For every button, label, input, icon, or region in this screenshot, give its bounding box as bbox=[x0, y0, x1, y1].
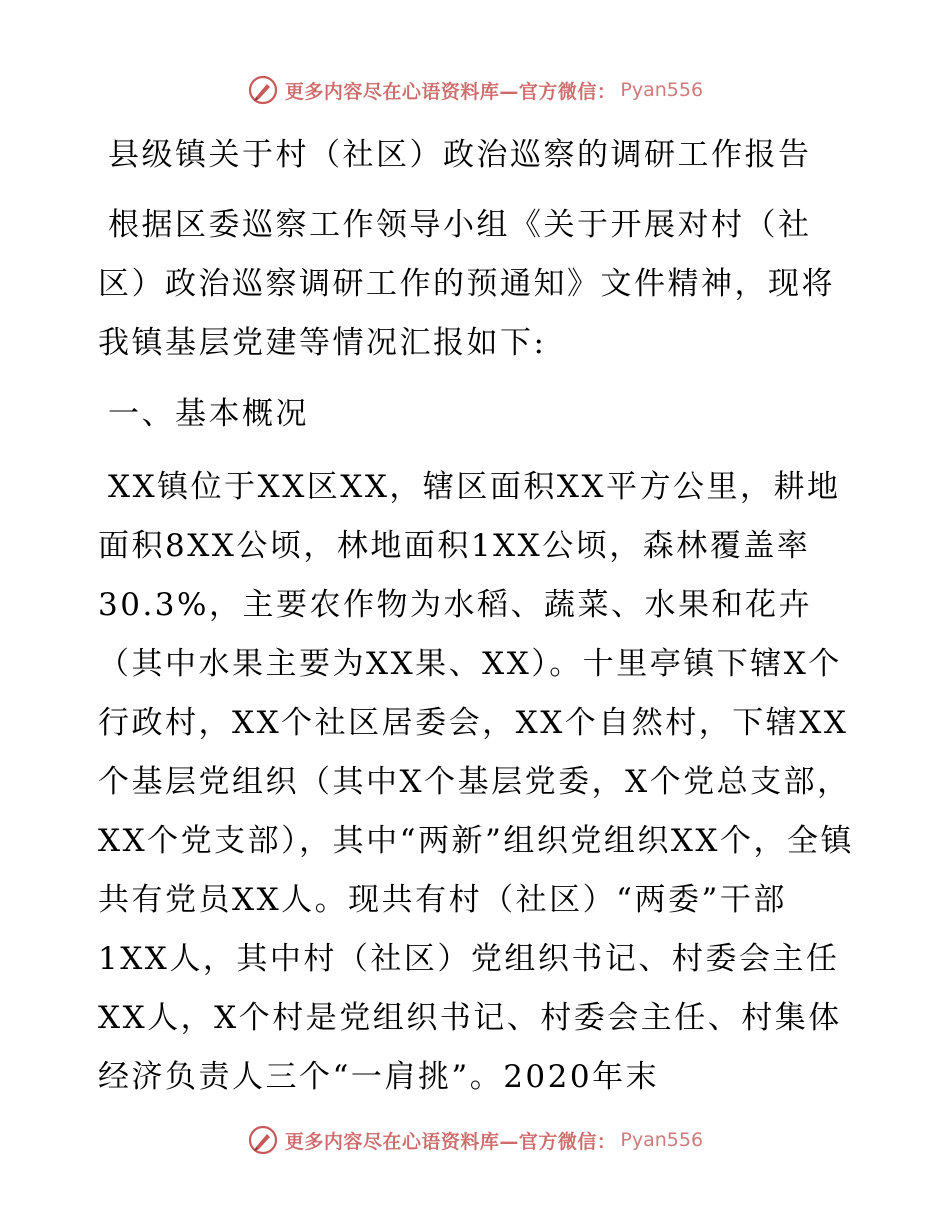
section-paragraph: XX镇位于XX区XX，辖区面积XX平方公里，耕地面积8XX公顷，林地面积1XX公顷，森林覆盖率30.3%，主要农作物为水稻、蔬菜、水果和花卉（其中水果主要为XX果、XX）。十里亭镇下辖X个行政村，XX个社区居委会，XX个自然村，下辖XX个基层党组织（其中X个基层党委，X个党总支部，XX个党支部），其中“两新”组织党组织XX个，全镇共有党员XX人。现共有村（社区）“两委”干部1XX人，其中村（社区）党组织书记、村委会主任XX人，X个村是党组织书记、村委会主任、村集体经济负责人三个“一肩挑”。2020年末 bbox=[98, 469, 854, 1095]
pen-logo-icon bbox=[247, 74, 279, 106]
intro-paragraph: 根据区委巡察工作领导小组《关于开展对村（社区）政治巡察调研工作的预通知》文件精神，现将我镇基层党建等情况汇报如下: bbox=[98, 207, 835, 361]
document-title: 县级镇关于村（社区）政治巡察的调研工作报告 bbox=[108, 137, 812, 173]
watermark-text: 更多内容尽在心语资料库—官方微信： bbox=[284, 1130, 617, 1153]
document-body bbox=[98, 120, 858, 1107]
pen-logo-icon bbox=[247, 1124, 279, 1156]
watermark-wechat-id: Pyan556 bbox=[620, 1129, 704, 1151]
watermark-footer bbox=[0, 1120, 950, 1160]
watermark-text: 更多内容尽在心语资料库—官方微信： bbox=[284, 80, 617, 103]
watermark-header bbox=[0, 70, 950, 110]
watermark-wechat-id: Pyan556 bbox=[620, 79, 704, 101]
section-heading: 一、基本概况 bbox=[108, 396, 309, 432]
